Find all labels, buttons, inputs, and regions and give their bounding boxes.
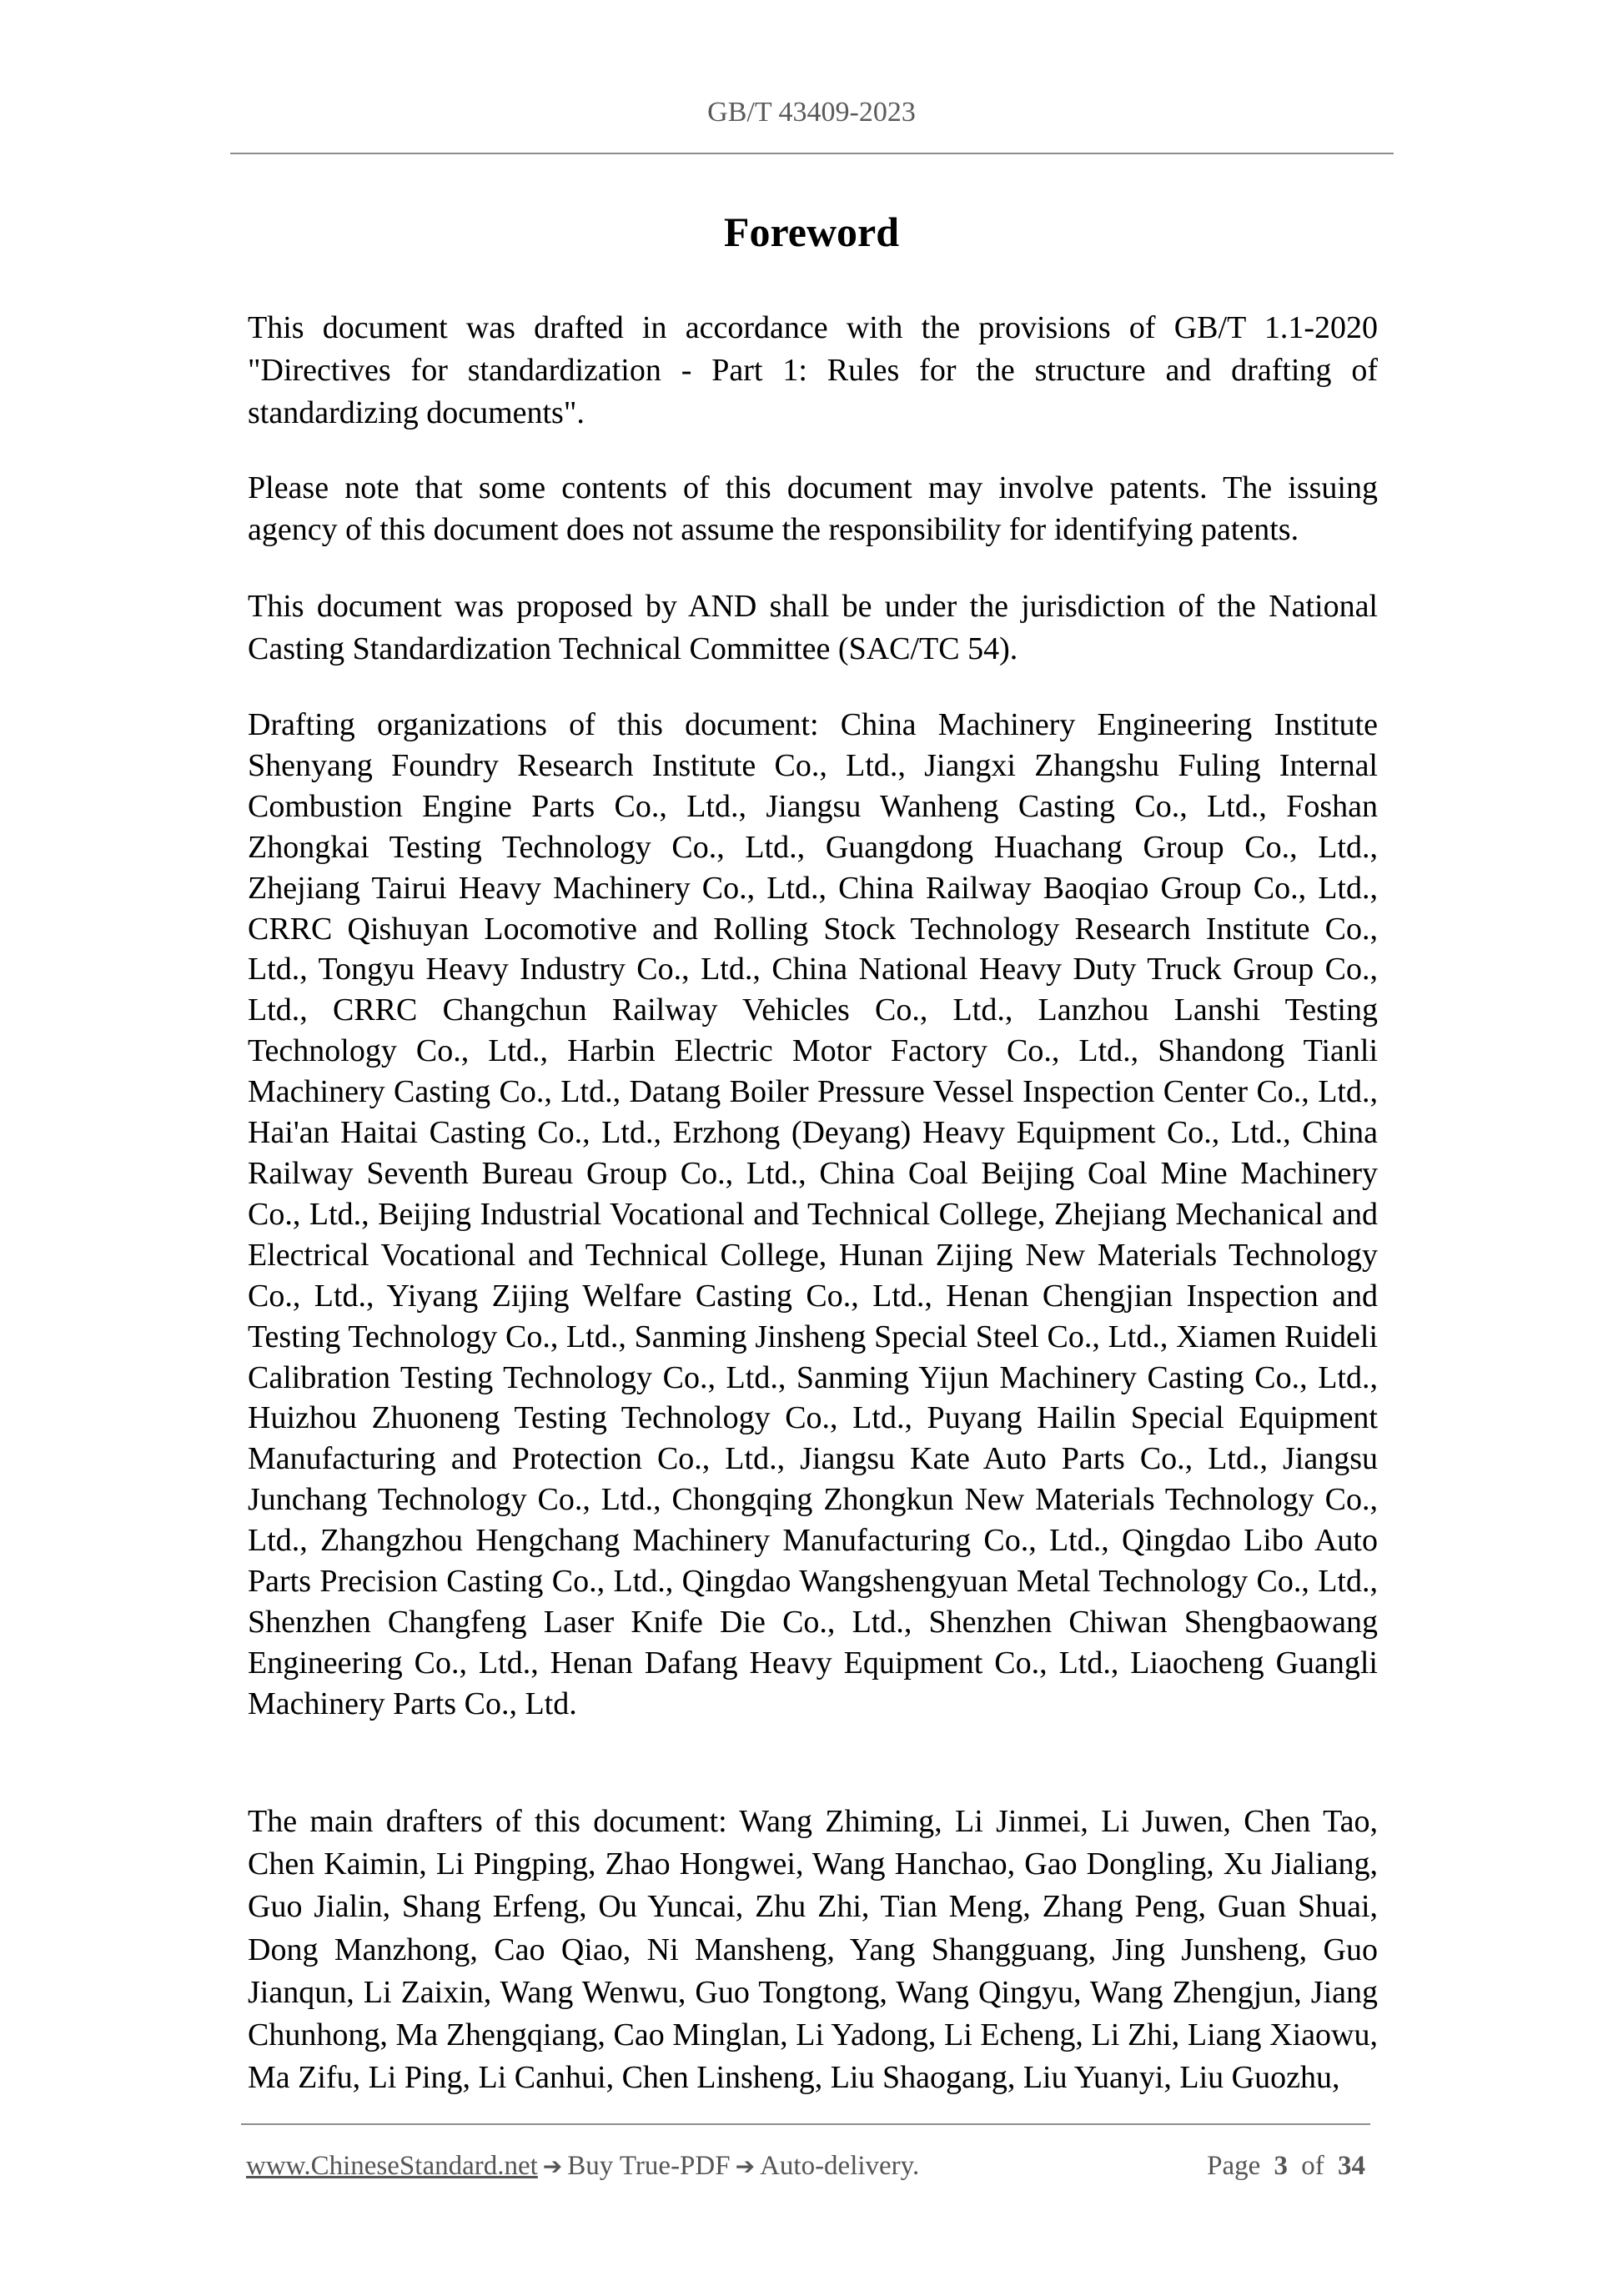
footer-divider xyxy=(241,2123,1370,2125)
footer-step-buy: Buy True-PDF xyxy=(567,2151,731,2181)
paragraph-jurisdiction: This document was proposed by AND shall be under the jurisdiction of the National Casting Standardization Technical Committee (SAC/TC 54). xyxy=(248,589,1378,666)
paragraph-patent-notice: Please note that some contents of this document may involve patents. The issuing agency of this document does not assume the responsibility for identifying patents. xyxy=(248,470,1378,547)
header-divider xyxy=(230,153,1394,154)
paragraph-main-drafters: The main drafters of this document: Wang Zhiming, Li Jinmei, Li Juwen, Chen Tao, Chen Kaimin, Li Pingping, Zhao Hongwei, Wang Hanchao, Gao Dongling, Xu Jialiang, Guo Jialin, Shang Erfeng, Ou Yuncai, Zhu Zhi, Tian Meng, Zhang Peng, Guan Shuai, Dong Manzhong, Cao Qiao, Ni Mansheng, Yang Shangguang, Jing Junsheng, Guo Jianqun, Li Zaixin, Wang Wenwu, Guo Tongtong, Wang Qingyu, Wang Zhengjun, Jiang Chunhong, Ma Zhengqiang, Cao Minglan, Li Yadong, Li Echeng, Li Zhi, Liang Xiaowu, Ma Zifu, Li Ping, Li Canhui, Chen Linsheng, Liu Shaogang, Liu Yuanyi, Liu Guozhu, xyxy=(248,1804,1378,2096)
footer-step-delivery: Auto-delivery. xyxy=(760,2151,920,2181)
page-of-label: of xyxy=(1301,2151,1324,2181)
paragraph-drafting-organizations: Drafting organizations of this document: China Machinery Engineering Institute Shenyang Foundry Research Institute Co., Ltd., Jiangxi Zhangshu Fuling Internal Combustion Engine Parts Co., Ltd., Jiangsu Wanheng Casting Co., Ltd., Foshan Zhongkai Testing Technology Co., Ltd., Guangdong Huachang Group Co., Ltd., Zhejiang Tairui Heavy Machinery Co., Ltd., China Railway Baoqiao Group Co., Ltd., CRRC Qishuyan Locomotive and Rolling Stock Technology Research Institute Co., Ltd., Tongyu Heavy Industry Co., Ltd., China National Heavy Duty Truck Group Co., Ltd., CRRC Changchun Railway Vehicles Co., Ltd., Lanzhou Lanshi Testing Technology Co., Ltd., Harbin Electric Motor Factory Co., Ltd., Shandong Tianli Machinery Casting Co., Ltd., Datang Boiler Pressure Vessel Inspection Center Co., Ltd., Hai'an Haitai Casting Co., Ltd., Erzhong (Deyang) Heavy Equipment Co., Ltd., China Railway Seventh Bureau Group Co., Ltd., China Coal Beijing Coal Mine Machinery Co., Ltd., Beijing Industrial Vocational and Technical College, Zhejiang Mechanical and Electrical Vocational and Technical College, Hunan Zijing New Materials Technology Co., Ltd., Yiyang Zijing Welfare Casting Co., Ltd., Henan Chengjian Inspection and Testing Technology Co., Ltd., Sanming Jinsheng Special Steel Co., Ltd., Xiamen Ruideli Calibration Testing Technology Co., Ltd., Sanming Yijun Machinery Casting Co., Ltd., Huizhou Zhuoneng Testing Technology Co., Ltd., Puyang Hailin Special Equipment Manufacturing and Protection Co., Ltd., Jiangsu Kate Auto Parts Co., Ltd., Jiangsu Junchang Technology Co., Ltd., Chongqing Zhongkun New Materials Technology Co., Ltd., Zhangzhou Hengchang Machinery Manufacturing Co., Ltd., Qingdao Libo Auto Parts Precision Casting Co., Ltd., Qingdao Wangshengyuan Metal Technology Co., Ltd., Shenzhen Changfeng Laser Knife Die Co., Ltd., Shenzhen Chiwan Shengbaowang Engineering Co., Ltd., Henan Dafang Heavy Equipment Co., Ltd., Liaocheng Guangli Machinery Parts Co., Ltd. xyxy=(248,707,1378,1721)
page-label: Page xyxy=(1207,2151,1261,2181)
page-footer xyxy=(246,2149,1368,2183)
footer-promo xyxy=(246,2149,919,2183)
page-total: 34 xyxy=(1338,2151,1365,2181)
page-number xyxy=(1207,2149,1365,2183)
page-title: Foreword xyxy=(723,208,900,255)
page-current: 3 xyxy=(1274,2151,1288,2181)
document-code-header: GB/T 43409-2023 xyxy=(707,97,916,128)
arrow-right-icon: ➔ xyxy=(735,2153,756,2180)
paragraph-drafting-rules: This document was drafted in accordance with the provisions of GB/T 1.1-2020 "Directives for standardization - Part 1: Rules for the structure and drafting of standardizing documents". xyxy=(248,310,1378,430)
arrow-right-icon: ➔ xyxy=(542,2153,563,2180)
chinesestandard-link[interactable]: www.ChineseStandard.net xyxy=(246,2151,538,2181)
